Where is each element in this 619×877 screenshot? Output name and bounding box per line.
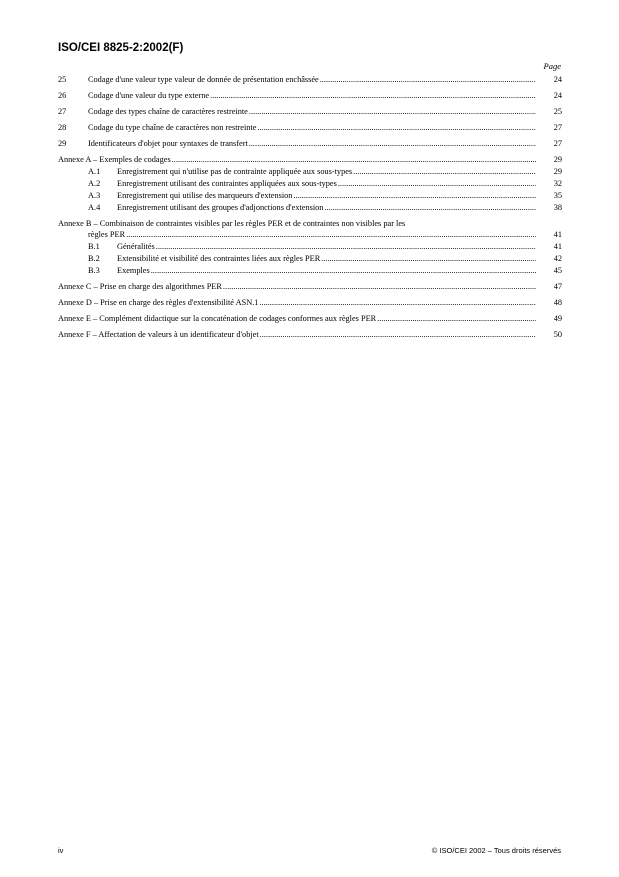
toc-page: 32 xyxy=(553,179,562,188)
table-of-contents xyxy=(58,74,562,340)
toc-title: Annexe B – Combinaison de contraintes visibles par les règles PER et de contraintes non visibles par les xyxy=(58,219,406,228)
toc-entry-b3[interactable] xyxy=(58,265,562,276)
toc-title: Enregistrement utilisant des contraintes appliquées aux sous-types xyxy=(117,179,337,188)
toc-title: Extensibilité et visibilité des contraintes liées aux règles PER xyxy=(117,254,321,263)
leader-dots xyxy=(321,253,536,264)
toc-entry-b1[interactable] xyxy=(58,241,562,252)
toc-title: Enregistrement qui utilise des marqueurs d'extension xyxy=(117,191,293,200)
toc-title: Annexe F – Affectation de valeurs à un identificateur d'objet xyxy=(58,330,259,339)
toc-number: A.3 xyxy=(88,191,101,200)
toc-number: A.4 xyxy=(88,203,101,212)
leader-dots xyxy=(260,329,536,340)
toc-page: 42 xyxy=(553,254,562,263)
toc-title: Identificateurs d'objet pour syntaxes de transfert xyxy=(88,139,248,148)
toc-title: Annexe D – Prise en charge des règles d'extensibilité ASN.1 xyxy=(58,298,259,307)
toc-page: 49 xyxy=(553,314,562,323)
toc-entry-a2[interactable] xyxy=(58,178,562,189)
leader-dots xyxy=(249,138,536,149)
leader-dots xyxy=(249,106,536,117)
leader-dots xyxy=(156,241,536,252)
toc-entry-annex-d[interactable] xyxy=(58,297,562,308)
toc-page: 47 xyxy=(553,282,562,291)
toc-entry-annex-f[interactable] xyxy=(58,329,562,340)
toc-title: Annexe A – Exemples de codages xyxy=(58,155,171,164)
toc-number: 29 xyxy=(58,139,67,148)
toc-number: 28 xyxy=(58,123,67,132)
toc-entry-annex-a[interactable] xyxy=(58,154,562,165)
toc-page: 48 xyxy=(553,298,562,307)
toc-entry-27[interactable] xyxy=(58,106,562,117)
leader-dots xyxy=(353,166,536,177)
toc-entry-a4[interactable] xyxy=(58,202,562,213)
toc-title: Codage du type chaîne de caractères non restreinte xyxy=(88,123,257,132)
toc-entry-annex-b[interactable] xyxy=(58,218,562,240)
toc-title: Exemples xyxy=(117,266,150,275)
toc-title: Enregistrement qui n'utilise pas de contrainte appliquée aux sous-types xyxy=(117,167,353,176)
leader-dots xyxy=(223,281,536,292)
toc-page: 29 xyxy=(553,167,562,176)
leader-dots xyxy=(151,265,536,276)
leader-dots xyxy=(172,154,536,165)
leader-dots xyxy=(259,297,536,308)
toc-number: 26 xyxy=(58,91,67,100)
toc-title: Codage des types chaîne de caractères restreinte xyxy=(88,107,248,116)
toc-entry-annex-c[interactable] xyxy=(58,281,562,292)
toc-title: Généralités xyxy=(117,242,155,251)
toc-number: B.2 xyxy=(88,254,100,263)
leader-dots xyxy=(126,229,536,240)
toc-entry-annex-e[interactable] xyxy=(58,313,562,324)
toc-page: 41 xyxy=(553,242,562,251)
toc-number: A.2 xyxy=(88,179,101,188)
leader-dots xyxy=(257,122,536,133)
toc-entry-b2[interactable] xyxy=(58,253,562,264)
toc-entry-a3[interactable] xyxy=(58,190,562,201)
toc-page: 27 xyxy=(553,139,562,148)
toc-page: 45 xyxy=(553,266,562,275)
toc-page: 38 xyxy=(553,203,562,212)
toc-title: Codage d'une valeur du type externe xyxy=(88,91,210,100)
toc-page: 50 xyxy=(553,330,562,339)
toc-title: Annexe C – Prise en charge des algorithmes PER xyxy=(58,282,222,291)
leader-dots xyxy=(377,313,536,324)
toc-page: 24 xyxy=(553,91,562,100)
leader-dots xyxy=(324,202,536,213)
toc-page: 27 xyxy=(553,123,562,132)
toc-entry-a1[interactable] xyxy=(58,166,562,177)
toc-number: 25 xyxy=(58,75,67,84)
toc-number: 27 xyxy=(58,107,67,116)
toc-title: Enregistrement utilisant des groupes d'adjonctions d'extension xyxy=(117,203,324,212)
toc-title: Codage d'une valeur type valeur de donnée de présentation enchâssée xyxy=(88,75,319,84)
toc-page: 41 xyxy=(553,230,562,239)
toc-page: 35 xyxy=(553,191,562,200)
page-column-label: Page xyxy=(543,61,561,71)
toc-page: 25 xyxy=(553,107,562,116)
toc-number: B.1 xyxy=(88,242,100,251)
toc-entry-29[interactable] xyxy=(58,138,562,149)
document-header: ISO/CEI 8825-2:2002(F) xyxy=(58,42,184,54)
leader-dots xyxy=(320,74,536,85)
leader-dots xyxy=(293,190,536,201)
toc-entry-28[interactable] xyxy=(58,122,562,133)
toc-number: B.3 xyxy=(88,266,100,275)
footer-page-number: iv xyxy=(58,846,64,855)
toc-title: Annexe E – Complément didactique sur la concaténation de codages conformes aux règles PER xyxy=(58,314,377,323)
toc-entry-25[interactable] xyxy=(58,74,562,85)
toc-title-continued: règles PER xyxy=(88,230,126,239)
leader-dots xyxy=(338,178,536,189)
toc-page: 24 xyxy=(553,75,562,84)
toc-number: A.1 xyxy=(88,167,101,176)
toc-entry-26[interactable] xyxy=(58,90,562,101)
leader-dots xyxy=(210,90,536,101)
toc-page: 29 xyxy=(553,155,562,164)
footer-copyright: © ISO/CEI 2002 – Tous droits réservés xyxy=(431,846,561,855)
